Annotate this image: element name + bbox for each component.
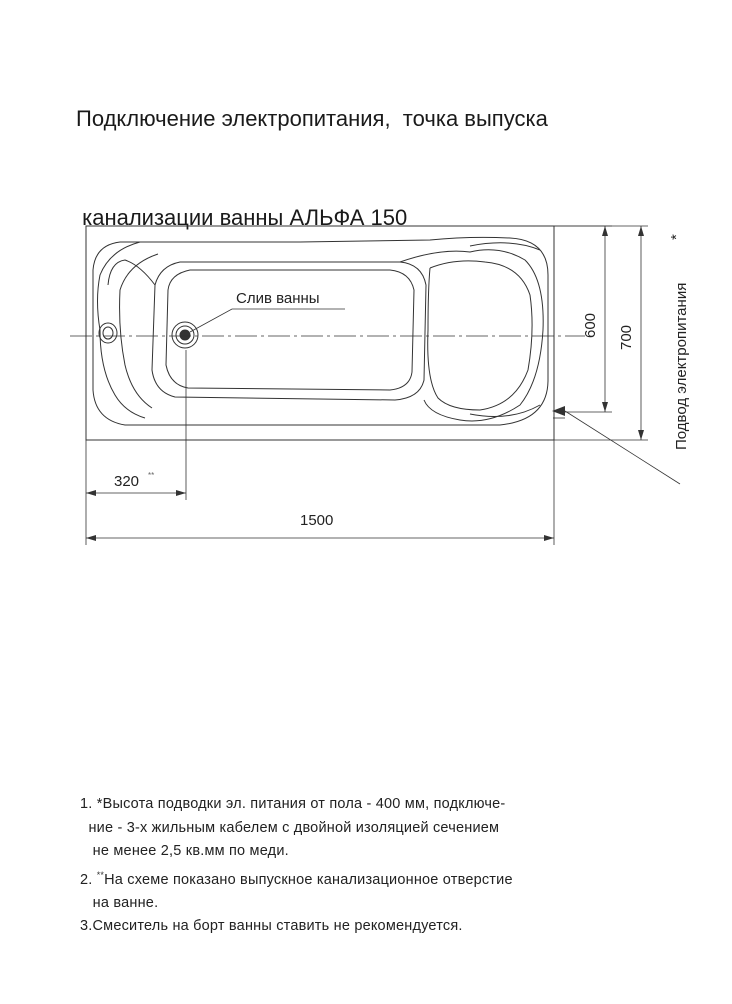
note-3-line-1: 3.Смеситель на борт ванны ставить не рекомендуется. xyxy=(80,918,463,935)
bathtub-outer-rim xyxy=(86,226,554,440)
note-2-line-2: на ванне. xyxy=(80,894,159,911)
bathtub-floor-inner xyxy=(166,270,414,390)
note-1-line-2: ние - 3-х жильным кабелем с двойной изоляцией сечением xyxy=(80,819,500,836)
note-1-line-1: 1. *Высота подводки эл. питания от пола - 400 мм, подключе- xyxy=(80,796,506,812)
drain-label: Слив ванны xyxy=(236,290,320,307)
note-2-line-1: 2. **На схеме показано выпускное канализационное отверстие xyxy=(80,869,513,888)
bathtub-head-contour-inner xyxy=(120,254,158,408)
bathtub-rim-corner-2 xyxy=(470,405,540,417)
dimension-1500 xyxy=(86,440,554,545)
power-supply-label: Подвод электропитания xyxy=(673,282,690,450)
title-line-1: Подключение электропитания, точка выпуска xyxy=(76,106,548,131)
bathtub-headrest xyxy=(108,260,155,285)
dim-600-label: 600 xyxy=(582,312,599,338)
overflow-icon xyxy=(99,323,117,343)
dim-320-label: 320 xyxy=(114,473,140,490)
dim-700-label: 700 xyxy=(618,324,635,350)
drain-icon xyxy=(172,322,198,348)
bathtub-backrest xyxy=(400,250,543,421)
power-leader-line xyxy=(565,411,680,484)
title-line-2: канализации ванны АЛЬФА 150 xyxy=(76,205,408,230)
note-1-line-3: не менее 2,5 кв.мм по меди. xyxy=(80,843,289,859)
bathtub-rim-corner xyxy=(470,243,540,250)
notes-list xyxy=(80,793,680,939)
bathtub-inner-bowl xyxy=(93,237,548,425)
dim-320-mark: ** xyxy=(148,471,155,480)
bathtub-backrest-inner xyxy=(428,261,532,410)
drain-leader xyxy=(190,309,345,332)
dim-1500-label: 1500 xyxy=(300,512,334,529)
bathtub-head-contour xyxy=(98,242,146,418)
power-supply-mark: * xyxy=(668,234,685,240)
